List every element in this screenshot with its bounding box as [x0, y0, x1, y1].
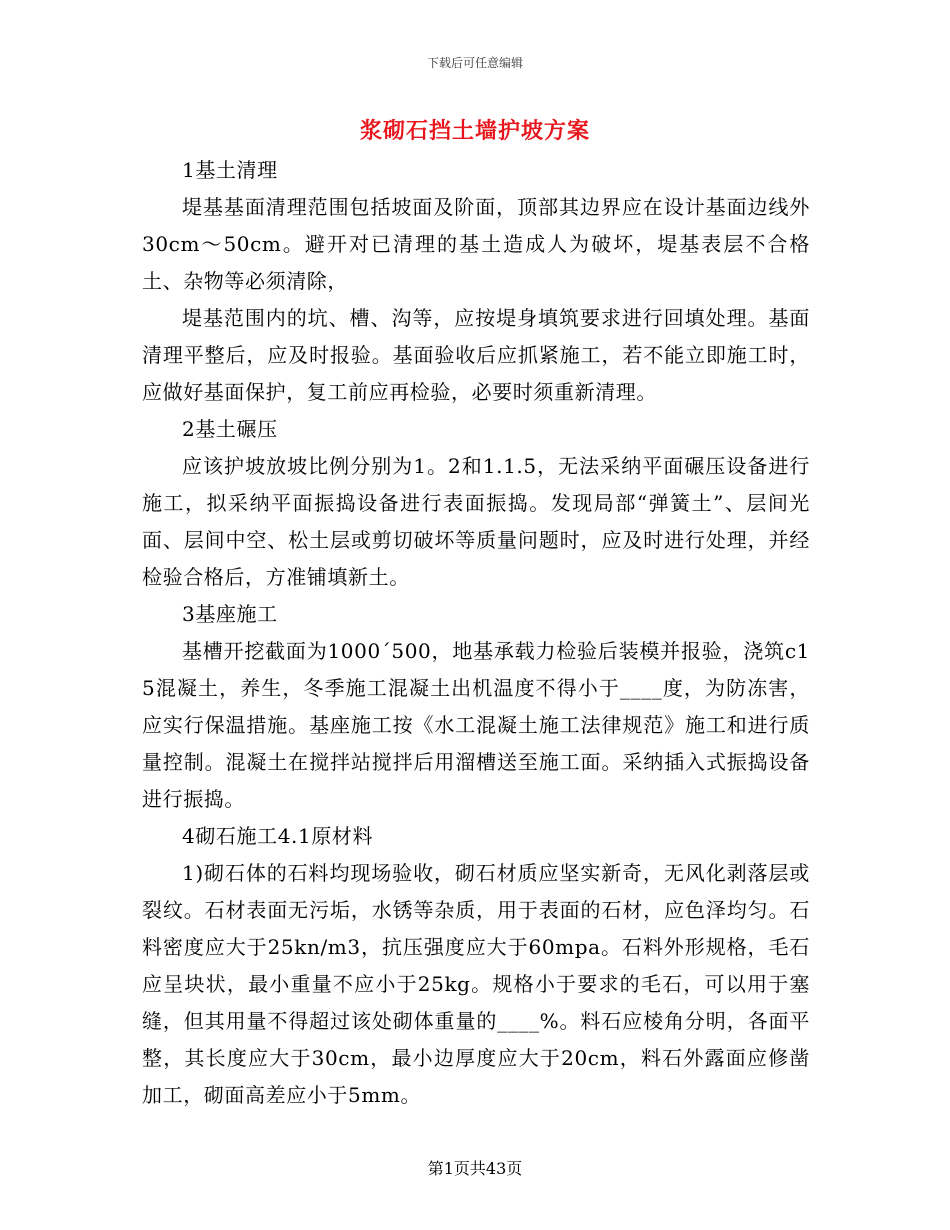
paragraph-2: 堤基范围内的坑、槽、沟等，应按堤身填筑要求进行回填处理。基面清理平整后，应及时报验。基面验收后应抓紧施工，若不能立即施工时，应做好基面保护，复工前应再检验，必要时须重新清理。 [142, 306, 810, 404]
paragraph-4: 基槽开挖截面为1000´500，地基承载力检验后装模并报验，浇筑c15混凝土，养生，冬季施工混凝土出机温度不得小于____度，为防冻害，应实行保温措施。基座施工按《水工混凝土施工法律规范》施工和进行质量控制。混凝土在搅拌站搅拌后用溜槽送至施工面。采纳插入式振捣设备进行振捣。 [142, 639, 810, 811]
section-heading-1: 1基土清理 [182, 158, 278, 182]
paragraph-5: 1)砌石体的石料均现场验收，砌石材质应坚实新奇，无风化剥落层或裂纹。石材表面无污垢，水锈等杂质，用于表面的石材，应色泽均匀。石料密度应大于25kn/m3，抗压强度应大于60mpa。石料外形规格，毛石应呈块状，最小重量不应小于25kg。规格小于要求的毛石，可以用于塞缝，但其用量不得超过该处砌体重量的____%。料石应棱角分明，各面平整，其长度应大于30cm，最小边厚度应大于20cm，料石外露面应修凿加工，砌面高差应小于5mm。 [142, 861, 810, 1107]
header-note: 下载后可任意编辑 [426, 56, 523, 70]
section-heading-3: 3基座施工 [182, 602, 278, 626]
document-title: 浆砌石挡土墙护坡方案 [359, 118, 590, 144]
section-heading-2: 2基土碾压 [182, 417, 278, 441]
document-body [142, 152, 810, 1114]
paragraph-1: 堤基基面清理范围包括坡面及阶面，顶部其边界应在设计基面边线外30cm～50cm。避开对已清理的基土造成人为破坏，堤基表层不合格土、杂物等必须清除， [142, 195, 810, 293]
paragraph-3: 应该护坡放坡比例分别为1。2和1.1.5，无法采纳平面碾压设备进行施工，拟采纳平面振捣设备进行表面振捣。发现局部“弹簧土”、层间光面、层间中空、松土层或剪切破坏等质量问题时，应及时进行处理，并经检验合格后，方准铺填新土。 [142, 454, 810, 589]
section-heading-4: 4砌石施工4.1原材料 [182, 824, 374, 848]
page-number-footer: 第1页共43页 [427, 1159, 523, 1178]
